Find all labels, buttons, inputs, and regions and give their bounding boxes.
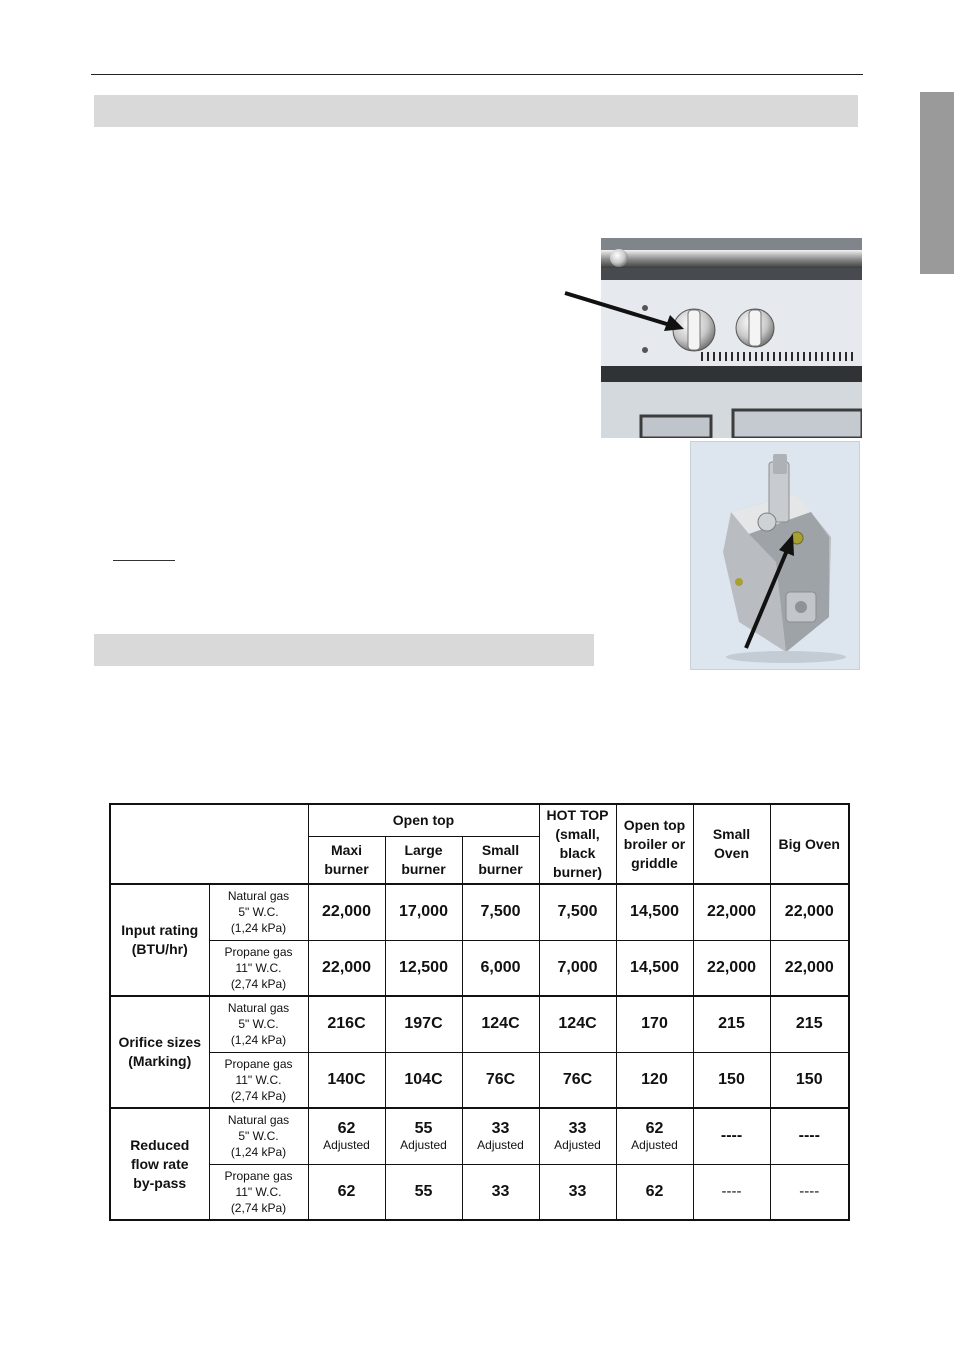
cell-value: 14,500 [616,884,693,940]
cell-value: 22,000 [693,940,770,996]
header-small-burner: Small burner [462,836,539,884]
cell-value: 197C [385,996,462,1052]
cell-value: 22,000 [770,884,849,940]
table-row-input-propane [110,940,849,996]
table-row-reduced-natural [110,1108,849,1164]
cell-value: 22,000 [693,884,770,940]
cell-value-adjusted: 33 Adjusted [462,1108,539,1164]
header-rule [91,74,863,75]
cell-value: 170 [616,996,693,1052]
cell-value: 215 [693,996,770,1052]
cell-value: 33 [462,1164,539,1220]
cell-value: 120 [616,1052,693,1108]
group-reduced-flow-bypass: Reduced flow rate by-pass [110,1108,209,1220]
gas-natural-label: Natural gas 5" W.C. (1,24 kPa) [209,996,308,1052]
cell-value: 104C [385,1052,462,1108]
group-orifice-sizes: Orifice sizes (Marking) [110,996,209,1108]
arrow-to-bypass-icon [738,528,798,652]
cell-value: 7,500 [539,884,616,940]
header-open-top: Open top [308,804,539,836]
cell-value: ---- [770,1164,849,1220]
cell-value: 33 [539,1164,616,1220]
cell-value: 215 [770,996,849,1052]
cell-value: ---- [693,1164,770,1220]
table-row-input-natural [110,884,849,940]
header-large-burner: Large burner [385,836,462,884]
cell-value: 22,000 [770,940,849,996]
cell-value: 140C [308,1052,385,1108]
cell-value: 14,500 [616,940,693,996]
cell-value: 76C [539,1052,616,1108]
section-heading-bar-1 [94,95,858,127]
gas-propane-label: Propane gas 11" W.C. (2,74 kPa) [209,1052,308,1108]
cell-value: 12,500 [385,940,462,996]
table-row-orifice-propane [110,1052,849,1108]
cell-value: 150 [693,1052,770,1108]
cell-value: 55 [385,1164,462,1220]
gas-specs-table [109,803,848,1219]
note-underline [113,560,175,561]
cell-value: 17,000 [385,884,462,940]
cell-value-adjusted: 55 Adjusted [385,1108,462,1164]
header-row-1 [110,804,849,836]
gas-propane-label: Propane gas 11" W.C. (2,74 kPa) [209,1164,308,1220]
cell-value: 150 [770,1052,849,1108]
header-small-oven: Small Oven [693,804,770,884]
cell-value-adjusted: 33 Adjusted [539,1108,616,1164]
header-big-oven: Big Oven [770,804,849,884]
cell-value: 124C [539,996,616,1052]
table-row-reduced-propane [110,1164,849,1220]
cell-value: 62 [616,1164,693,1220]
header-broiler-griddle: Open top broiler or griddle [616,804,693,884]
cell-value: 216C [308,996,385,1052]
cell-value-adjusted: 62 Adjusted [616,1108,693,1164]
group-input-rating: Input rating (BTU/hr) [110,884,209,996]
table-row-orifice-natural [110,996,849,1052]
cell-value: 22,000 [308,884,385,940]
side-thumb-tab [920,92,954,274]
cell-value: ---- [693,1108,770,1164]
cell-value: 6,000 [462,940,539,996]
cell-value-adjusted: 62 Adjusted [308,1108,385,1164]
cell-value: 7,500 [462,884,539,940]
header-maxi-burner: Maxi burner [308,836,385,884]
arrow-to-knob-icon [560,285,690,335]
section-heading-bar-2 [94,634,594,666]
gas-propane-label: Propane gas 11" W.C. (2,74 kPa) [209,940,308,996]
gas-natural-label: Natural gas 5" W.C. (1,24 kPa) [209,1108,308,1164]
knobs-photo [601,238,862,438]
cell-value: 76C [462,1052,539,1108]
gas-natural-label: Natural gas 5" W.C. (1,24 kPa) [209,884,308,940]
cell-value: 22,000 [308,940,385,996]
header-hot-top: HOT TOP (small, black burner) [539,804,616,884]
cell-value: 124C [462,996,539,1052]
cell-value: ---- [770,1108,849,1164]
cell-value: 62 [308,1164,385,1220]
cell-value: 7,000 [539,940,616,996]
header-blank-cell [110,804,308,884]
